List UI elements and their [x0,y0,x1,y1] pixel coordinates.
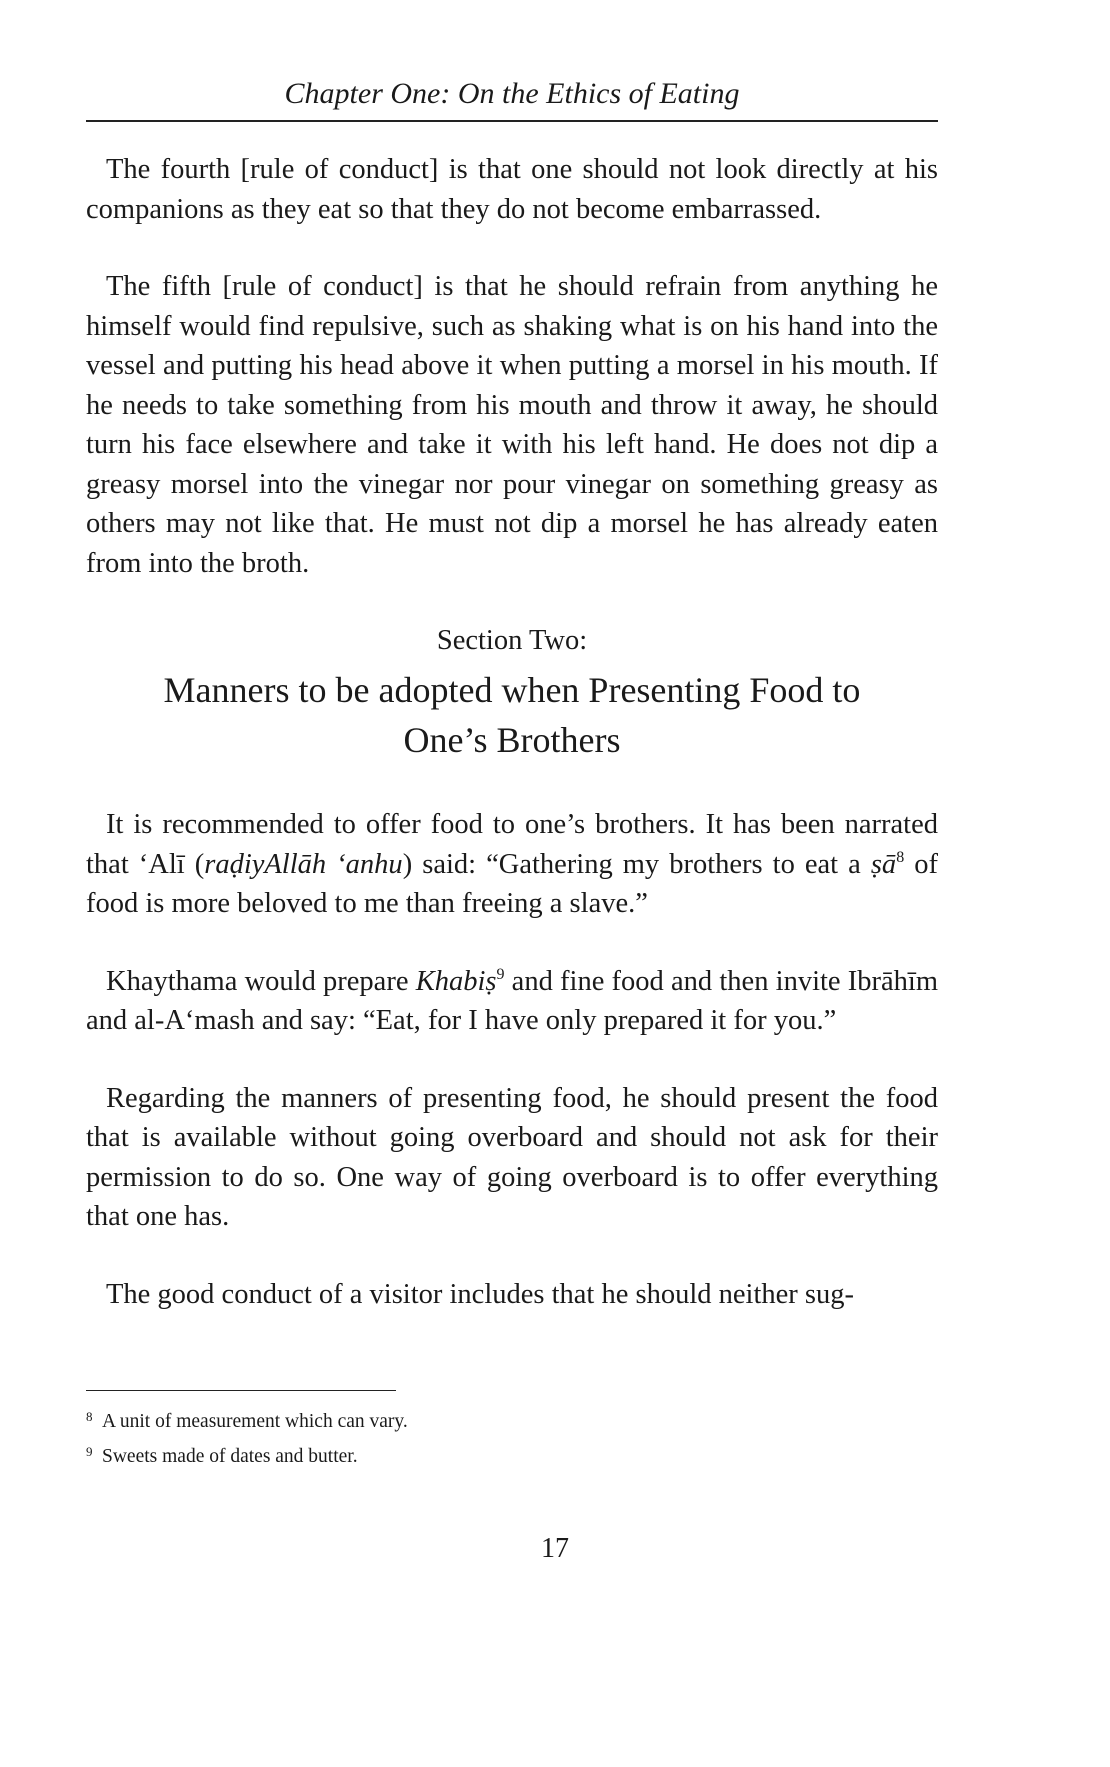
footnotes [86,1402,938,1472]
footnote-text: Sweets made of dates and butter. [102,1446,358,1467]
italic-honorific: raḍiyAllāh ‘anhu [204,848,403,880]
page-number: 17 [541,1533,569,1564]
italic-term-khabis: Khabiṣ [415,965,497,997]
header-rule [86,120,938,122]
text-run: It is recommended to offer food to one’s brothers. It has been narrated that ‘Alī ( [86,809,938,880]
footnote-mark: 8 [86,1409,93,1424]
paragraph-offer-food [86,805,938,924]
footnote-text: A unit of measurement which can vary. [102,1411,408,1432]
footnote-ref-8[interactable]: 8 [896,848,905,866]
text-run: of food is more beloved to me than freeing a slave.” [86,848,938,919]
footnote-ref-9[interactable]: 9 [496,965,505,983]
paragraph-presenting-manners: Regarding the manners of presenting food, he should present the food that is available without going overboard and should not ask for their permission to do so. One way of going overboard is to offer everything that one has. [86,1082,938,1232]
footnote-8 [86,1402,938,1437]
footnote-rule [86,1390,396,1391]
body-text [86,150,938,1314]
footnote-mark: 9 [86,1444,93,1459]
paragraph-fifth-rule: The fifth [rule of conduct] is that he should refrain from anything he himself would find repulsive, such as shaking what is on his hand into the vessel and putting his head above it when putting a morsel in his mouth. If he needs to take something from his mouth and throw it away, he should turn his face elsewhere and take it with his left hand. He does not dip a greasy morsel into the vinegar nor pour vinegar on something greasy as others may not like that. He must not dip a morsel he has already eaten from into the broth. [86,271,938,579]
text-run: and fine food and then invite Ibrāhīm and al-A‘mash and say: “Eat, for I have only prepared it for you.” [86,965,938,1036]
running-header: Chapter One: On the Ethics of Eating [284,77,740,110]
paragraph-fourth-rule: The fourth [rule of conduct] is that one should not look directly at his companions as they eat so that they do not become embarrassed. [86,154,938,225]
text-run: Khaythama would prepare [106,965,416,997]
paragraph-visitor-conduct: The good conduct of a visitor includes that he should neither sug- [106,1278,854,1310]
italic-term-sa: ṣā [870,848,897,880]
section-label: Section Two: [436,625,588,656]
paragraph-khaythama [86,962,938,1041]
section-title: Manners to be adopted when Presenting Food to One’s Brothers [163,670,861,760]
text-run: ) said: “Gathering my brothers to eat a [402,848,871,880]
footnote-9 [86,1437,938,1472]
